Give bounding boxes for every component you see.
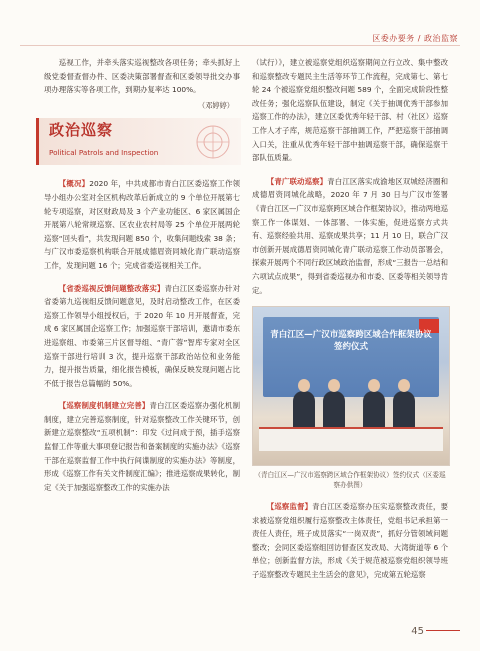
signing-table <box>259 427 443 451</box>
block-tag: 【省委巡视反馈问题整改落实】 <box>58 283 165 293</box>
page-number-rule <box>426 630 460 631</box>
block-mechanism <box>44 399 240 494</box>
block-tag: 【巡察监督】 <box>266 502 313 512</box>
block-joint-patrol <box>252 175 448 297</box>
block-text: 青白江区委巡察办强化机制制度，建立完善巡察制度，针对巡察整改工作关键环节，创新建立巡察整改“五项机制”：印发《过问成于预，插手巡察监督工作等重大事项登记报告和备案制度的实施办法》《巡察干部在巡察监督工作中执行间谍制度的实施办法》等制度，形成《巡察工作有关文件制度汇编》；推进巡察成果转化，制定《关于加强巡察整改工作的实施办法 <box>44 401 240 492</box>
block-rectification <box>44 282 240 391</box>
block-text: 青白江区落实成渝地区双城经济圈和成德眉资同城化战略，2020 年 7 月 30 日与广汉市签署《青白江区—广汉市巡察跨区域合作框架协议》，推动两地巡察工作一体谋划、一体部署、一体实施，促进巡察方式共有、巡察经验共用、巡察成果共享；11 月 10 日，联合广汉市创新开展成德眉资同城化青广联动巡察工作动员部署会，探索开展两个不同行政区域政治监督，形成“三报告一总结和六项试点成果”，得到省委巡视办和市委、区委等相关领导肯定。 <box>252 176 448 295</box>
left-column <box>44 56 240 503</box>
running-header: 区委办要务 / 政治监察 <box>372 34 458 43</box>
right-intro-paragraph: （试行）》，建立被巡察党组织巡察期间立行立改、集中整改和巡察整改专题民主生活等环节工作流程，完成第七、第七轮 24 个被巡察党组织整改问题 589 个，全面完成阶段性整改任务；强化巡察队伍建设，制定《关于抽调优秀干部参加巡察工作的办法》，建立区委优秀年轻干部、村（社区）巡察工作人才子库，规范巡察干部抽调工作，严把巡察干部抽调入口关，注重从优秀年轻干部中抽调巡察干部，确保巡察干部队伍质量。 <box>252 58 448 163</box>
decorative-pattern-icon <box>193 122 233 162</box>
block-tag: 【巡察制度机制建立完善】 <box>58 401 150 411</box>
right-column <box>252 56 448 591</box>
section-banner <box>36 118 241 165</box>
photo-banner-text: 青白江区—广汉市巡察跨区域合作框架协议签约仪式 <box>270 330 432 353</box>
block-overview <box>44 177 240 272</box>
block-text: 青白江区委巡察办压实巡察整改责任，要求被巡察党组织履行巡察整改主体责任，党组书记承担第一责任人责任，班子成员落实“一岗双责”，抓好分管领域问题整改；会同区委巡察组回访督查区发改局、大湾街道等 6 个单位；创新监督方法，形成《关于规范被巡察党组织领导班子巡察整改专题民主生活会的意见》，完成第五轮巡察 <box>252 502 448 580</box>
photo-caption: （青白江区—广汉市巡察跨区域合作框架协议）签约仪式（区委巡察办供图） <box>254 471 446 490</box>
block-supervision <box>252 500 448 582</box>
section-title-cn: 政治巡察 <box>49 121 114 140</box>
header-rule <box>20 45 460 46</box>
signing-ceremony-photo <box>252 306 450 466</box>
block-text: 2020 年，中共成都市青白江区委巡察工作领导小组办公室对全区机构改革后新成立的 9 个单位开展第七轮专项巡察，对区财政局及 3 个产业功能区、6 家区属国企开展第八轮常规巡察、区农业农村局等 25 个单位开展两轮巡察“回头看”，共发现问题 850 个，收集问题线索 38 条；与广汉市委巡察机构联合开展成德眉资同城化青广联动巡察工作，发现问题 16 个；完成省委巡视相关工作。 <box>44 179 240 270</box>
page-number: 45 <box>411 626 424 637</box>
author-signature: （邓婷婷） <box>198 100 234 110</box>
block-tag: 【青广联动巡察】 <box>266 176 328 186</box>
left-intro-paragraph: 巡视工作，并牵头落实巡视整改各项任务；牵头抓好上级党委督查督办件、区委决策部署督查和区委领导批交办事项办理落实等各项工作，到期办复率达 100%。 <box>44 58 240 95</box>
block-text: 青白江区委巡察办针对省委第九巡视组反馈问题意见，及时启动整改工作，在区委巡察工作领导小组授权后，于 2020 年 10 月开展督查，完成 6 家区属国企巡察工作；加强巡察干部培训，邀请市委东进巡察组、市委第三片区督导组、“青广蓉”智库专家对全区巡察干部进行培训 3 次，提升巡察干部政治站位和业务能力，提升报告质量，细化报告模板，确保反映发现问题占比不低于报告总篇幅的 50%。 <box>44 283 240 388</box>
block-tag: 【概况】 <box>58 179 90 189</box>
section-title-en: Political Patrols and Inspection <box>49 148 159 158</box>
